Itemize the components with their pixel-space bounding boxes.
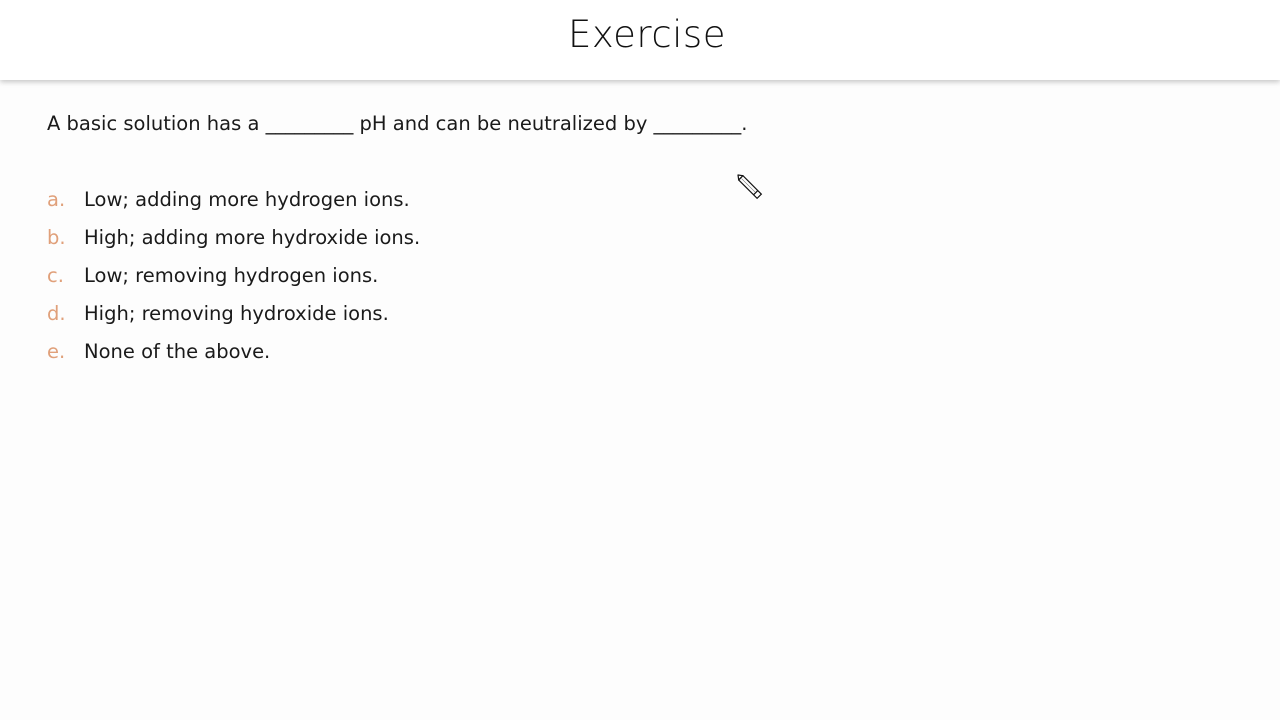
option-letter: e. [47,340,66,363]
question-text: A basic solution has a _________ pH and can be neutralized by _________. [47,112,748,135]
option-text: Low; adding more hydrogen ions. [84,188,410,211]
option-letter: c. [47,264,64,287]
option-text: High; adding more hydroxide ions. [84,226,421,249]
option-letter: b. [47,226,66,249]
option-letter: d. [47,302,66,325]
option-text: High; removing hydroxide ions. [84,302,389,325]
option-letter: a. [47,188,66,211]
pencil-cursor-icon [735,172,771,208]
slide-title: Exercise [568,13,726,56]
slide-header [0,0,1280,80]
option-text: Low; removing hydrogen ions. [84,264,379,287]
option-text: None of the above. [84,340,271,363]
